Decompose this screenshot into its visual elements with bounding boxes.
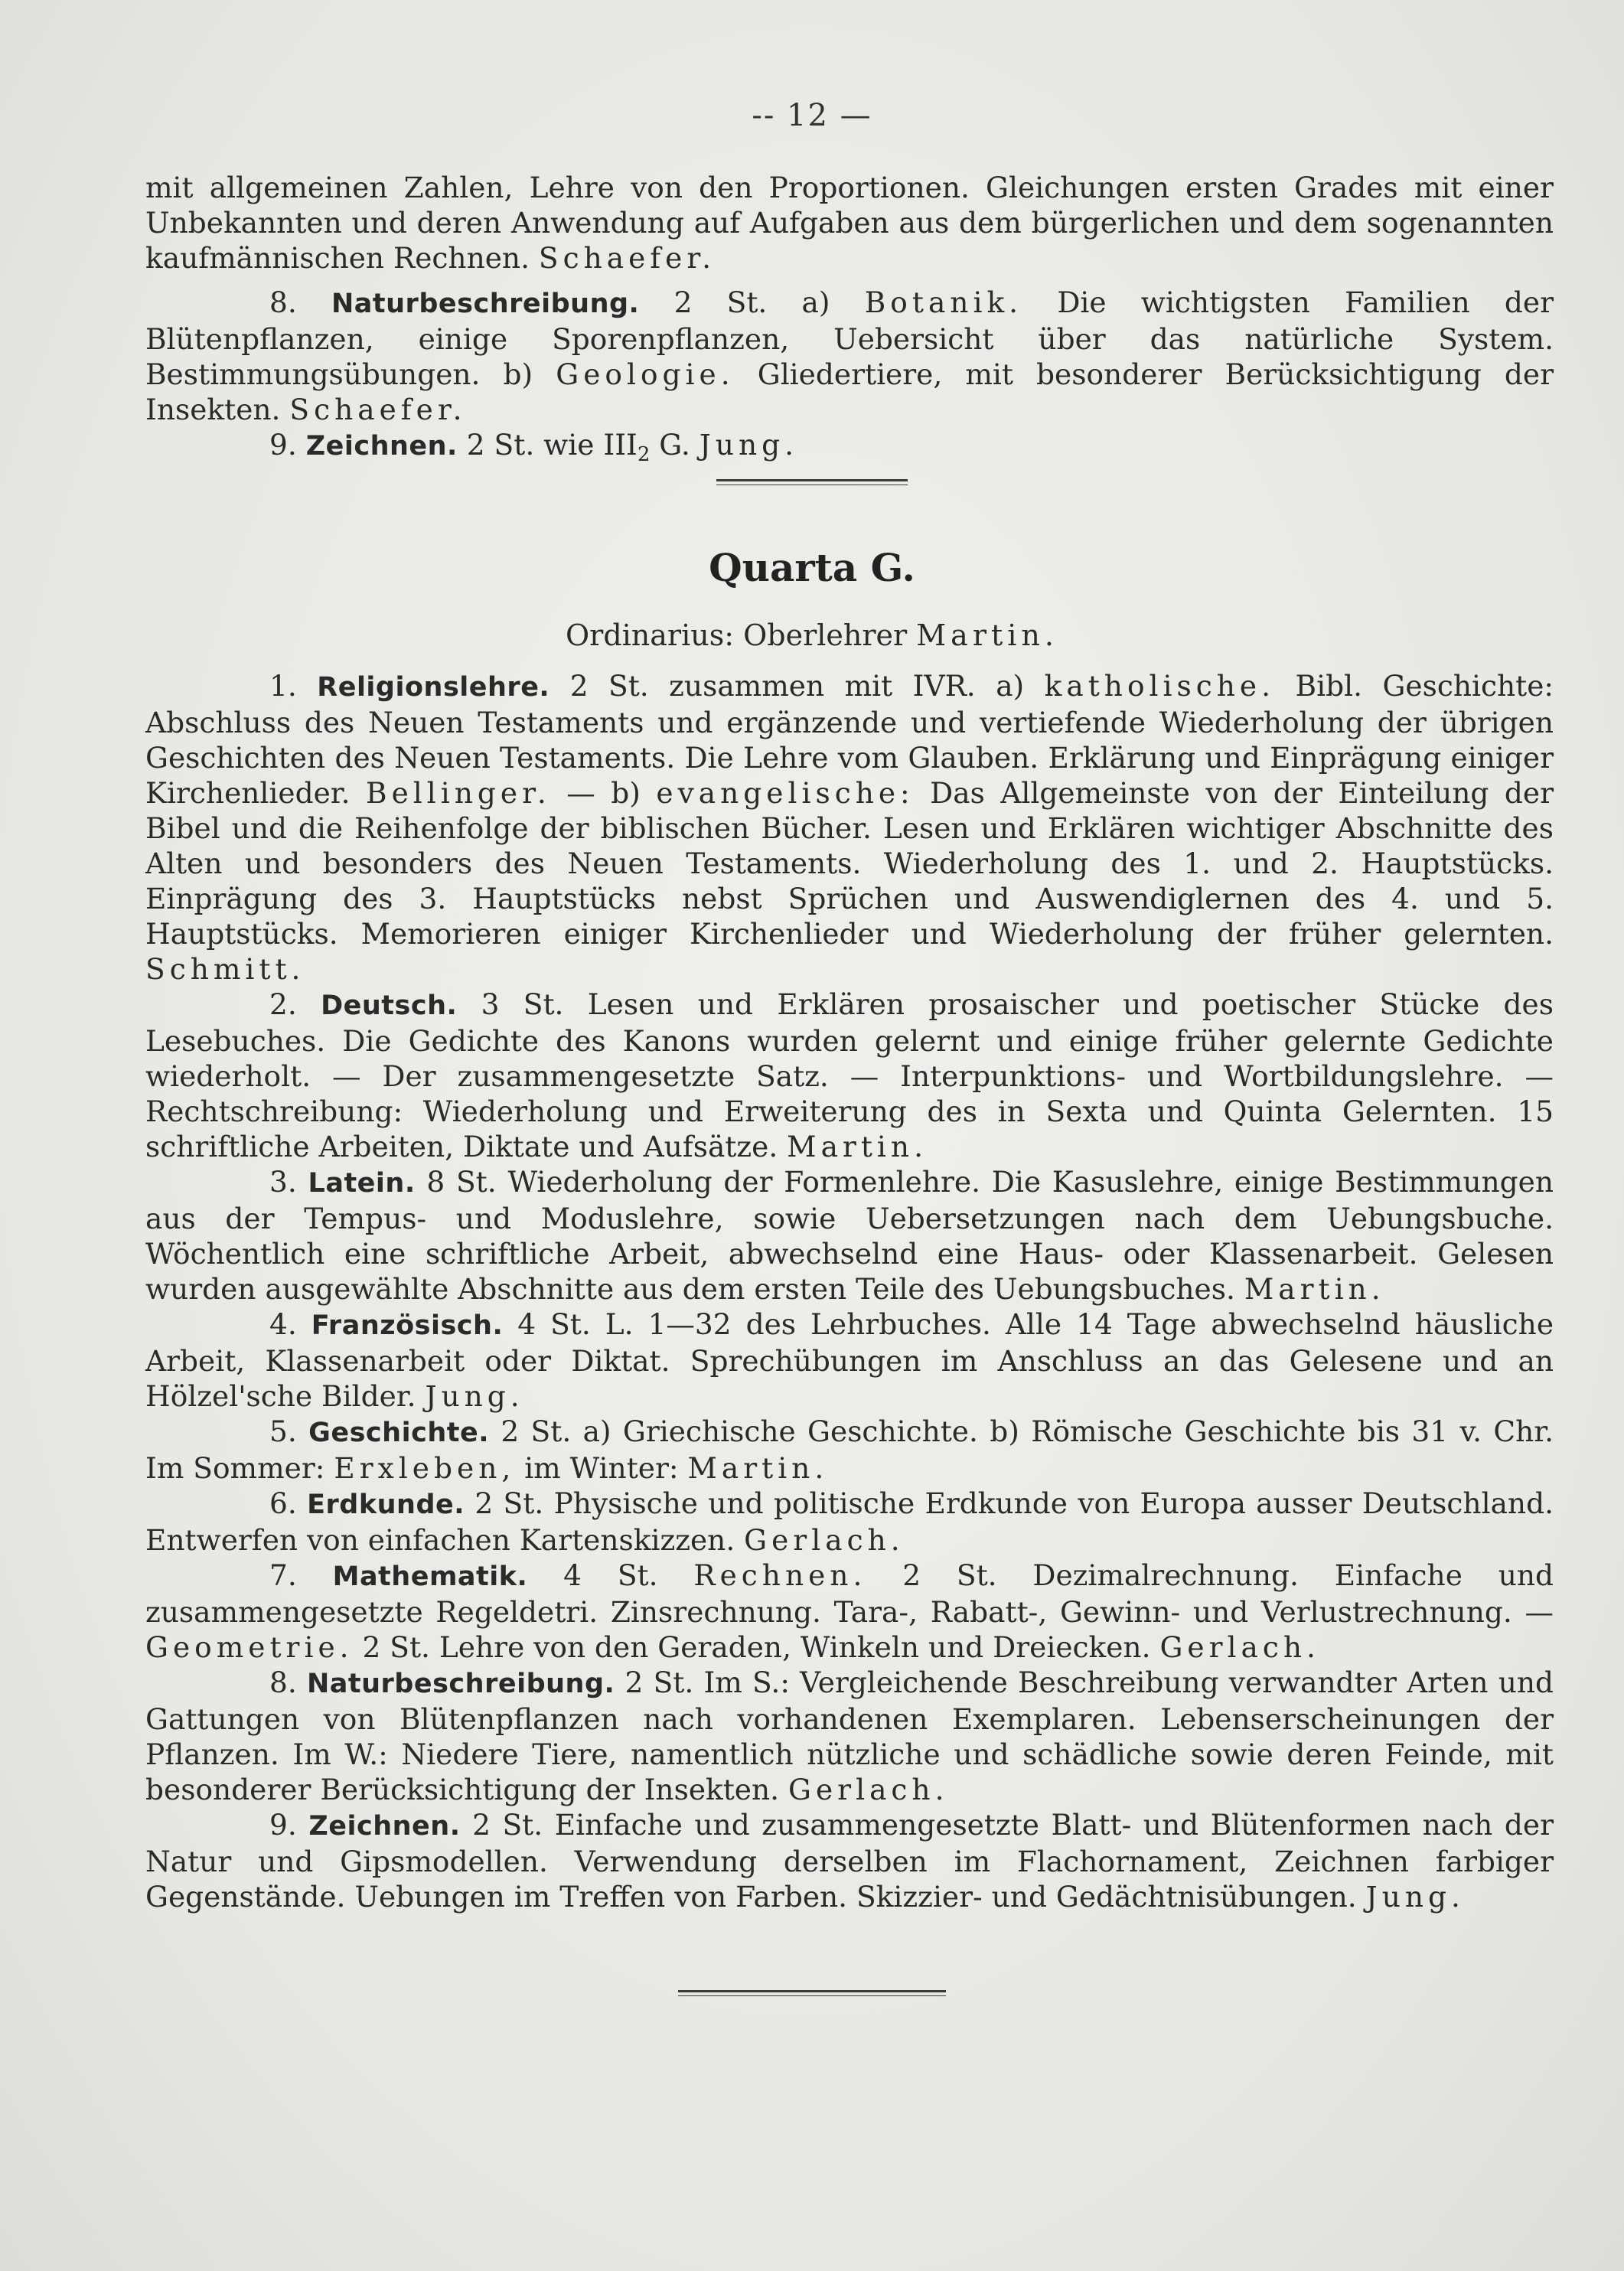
hours: 8 St. [426,1165,497,1199]
item-text: 2 St. Lehre von den Geraden, Winkeln und Dreiecken. [362,1630,1151,1664]
item-text: G. [659,428,690,462]
hours: 2 St. [569,669,649,703]
item-text: im Winter: [524,1451,679,1485]
spaced-text: Jung. [425,1379,524,1413]
subject-item [145,1414,1554,1486]
subject-item [145,668,1554,987]
hours: 4 St. [517,1307,591,1341]
top-text-block [145,170,1554,472]
item-text: Gliedertiere, mit besonderer Berücksichtigung der Insekten. [145,357,1554,426]
spaced-text: evangelische: [656,776,915,810]
spaced-text: Erxleben, [334,1451,516,1485]
ordinarius-name: Martin. [916,618,1058,652]
subscript: 2 [637,443,651,466]
item-zeichnen-tertia [145,427,1554,472]
teacher-name: Jung. [699,428,799,462]
subject-item [145,1486,1554,1558]
subject-item [145,1665,1554,1807]
subject-heading: Zeichnen. [308,1811,461,1842]
spaced-text: Gerlach. [744,1523,905,1557]
spaced-text: Gerlach. [788,1773,949,1806]
hours: 2 St. [501,1414,572,1448]
hours: 2 St. [472,1808,543,1842]
item-number: 8. [269,286,297,319]
subject-heading: Französisch. [311,1310,504,1341]
item-text: a) Griechische Geschichte. b) Römische Geschichte bis 31 v. Chr. Im Sommer: [145,1414,1554,1485]
item-number: 4. [269,1307,297,1341]
subject-heading: Naturbeschreibung. [306,1669,615,1699]
item-text: Die wichtigsten Familien der Blütenpflanzen, einige Sporenpflanzen, Uebersicht über das natürliche System. Bestimmungsübungen. b) [145,286,1554,391]
item-text: Bibl. Geschichte: Abschluss des Neuen Testaments und ergänzende und vertiefende Wiederholung der übrigen Geschichten des Neuen Testaments. Die Lehre vom Glauben. Erklärung und Einprägung einiger Kirchenlieder. [145,669,1554,810]
subject-heading: Religionslehre. [317,672,550,703]
end-divider-thin-2 [678,1995,946,1996]
item-number: 5. [269,1414,297,1448]
hours: 2 St. [624,1666,694,1699]
item-number: 8. [269,1666,297,1699]
item-text: zusammen mit IVR. a) [669,669,1025,703]
subject-heading: Naturbeschreibung. [331,289,640,319]
hours: 4 St. [563,1558,658,1592]
item-number: 7. [269,1558,297,1592]
spaced-text: Bellinger. [366,776,551,810]
hours: 3 St. [481,987,564,1021]
hours: 2 St. [673,286,768,319]
spaced-text: Geometrie. [145,1630,354,1664]
item-text: Das Allgemeinste von der Einteilung der Bibel und die Reihenfolge der biblischen Bücher. Lesen und Erklären wichtiger Abschnitte des Alten und besonders des Neuen Testaments. Wiederholung des 1. und 2. Hauptstücks. Einprägung des 3. Hauptstücks nebst Sprüchen und Auswendiglernen des 4. und 5. Hauptstücks. Memorieren einiger Kirchenlieder und Wiederholung der früher gelernten. [145,776,1554,951]
spaced-text: Rechnen. [693,1558,867,1592]
section-title: Quarta G. [709,545,915,590]
subject-heading: Erdkunde. [307,1490,465,1520]
item-text: — b) [566,776,641,810]
subjects-list [145,668,1554,1914]
item-number: 9. [269,1808,297,1842]
subject-heading: Zeichnen. [305,431,458,462]
spaced-text: Martin. [687,1451,829,1485]
part-marker: a) [801,286,830,319]
teacher-name: Schaefer. [289,393,467,426]
spaced-text: Martin. [787,1130,928,1163]
item-number: 1. [269,669,297,703]
item-text: L. 1—32 des Lehrbuches. Alle 14 Tage abwechselnd häusliche Arbeit, Klassenarbeit oder Diktat. Sprechübungen im Anschluss an das Gelesene und an Hölzel'sche Bilder. [145,1307,1554,1413]
part-label: Botanik. [864,286,1023,319]
subject-item [145,1807,1554,1914]
item-text: 2 St. Dezimalrechnung. Einfache und zusammengesetzte Regeldetri. Zinsrechnung. Tara-, Rabatt-, Gewinn- und Verlustrechnung. — [145,1558,1554,1629]
subject-item [145,1307,1554,1414]
item-text: Einfache und zusammengesetzte Blatt- und Blütenformen nach der Natur und Gipsmodellen. Verwendung derselben im Flachornament, Zeichnen farbiger Gegenstände. Uebungen im Treffen von Farben. Skizzier- und Gedächtnisübungen. [145,1808,1554,1914]
spaced-text: katholische. [1044,669,1276,703]
item-text: wie III [543,428,638,462]
ordinarius-line [0,618,1624,652]
item-text: Im S.: Vergleichende Beschreibung verwandter Arten und Gattungen von Blütenpflanzen nach vorhandenen Exemplaren. Lebenserscheinungen der Pflanzen. Im W.: Niedere Tiere, namentlich nützliche und schädliche sowie deren Feinde, mit besonderer Berücksichtigung der Insekten. [145,1666,1554,1806]
continuation-paragraph [145,170,1554,276]
spaced-text: Jung. [1365,1880,1465,1914]
page-number: -- 12 — [752,98,872,133]
spaced-text: Schmitt. [145,952,305,986]
hours: 2 St. [474,1486,544,1520]
subject-heading: Geschichte. [308,1418,490,1448]
subject-item [145,1164,1554,1307]
teacher-name: Schaefer. [538,241,716,275]
item-number: 9. [269,428,297,462]
subject-item [145,987,1554,1164]
end-divider-thin [678,1990,946,1992]
section-divider-thick [716,479,908,481]
item-text: Lesen und Erklären prosaischer und poetischer Stücke des Lesebuches. Die Gedichte des Kanons wurden gelernt und einige früher gelernte Gedichte wiederholt. — Der zusammengesetzte Satz. — Interpunktions- und Wortbildungslehre. — Rechtschreibung: Wiederholung und Erweiterung des in Sexta und Quinta Gelernten. 15 schriftliche Arbeiten, Diktate und Aufsätze. [145,987,1554,1163]
subject-item [145,1558,1554,1665]
item-naturbeschreibung-tertia [145,285,1554,427]
subject-heading: Mathematik. [332,1561,528,1592]
ordinarius-label: Ordinarius: Oberlehrer [566,618,908,652]
item-number: 3. [269,1165,297,1199]
subject-heading: Latein. [308,1168,416,1199]
item-number: 2. [269,987,297,1021]
item-text: Wiederholung der Formenlehre. Die Kasuslehre, einige Bestimmungen aus der Tempus- und Moduslehre, sowie Uebersetzungen nach dem Uebungsbuche. Wöchentlich eine schriftliche Arbeit, abwechselnd eine Haus- oder Klassenarbeit. Gelesen wurden ausgewählte Abschnitte aus dem ersten Teile des Uebungsbuches. [145,1165,1554,1306]
spaced-text: Martin. [1244,1272,1385,1306]
item-text: Physische und politische Erdkunde von Europa ausser Deutschland. Entwerfen von einfachen Kartenskizzen. [145,1486,1554,1557]
subject-heading: Deutsch. [321,990,458,1021]
continuation-text: mit allgemeinen Zahlen, Lehre von den Proportionen. Gleichungen ersten Grades mit einer Unbekannten und deren Anwendung auf Aufgaben aus dem bürgerlichen und dem sogenannten kaufmännischen Rechnen. [145,171,1554,275]
spaced-text: Gerlach. [1159,1630,1320,1664]
item-number: 6. [269,1486,297,1520]
hours: 2 St. [466,428,535,462]
part-label: Geologie. [556,357,735,391]
